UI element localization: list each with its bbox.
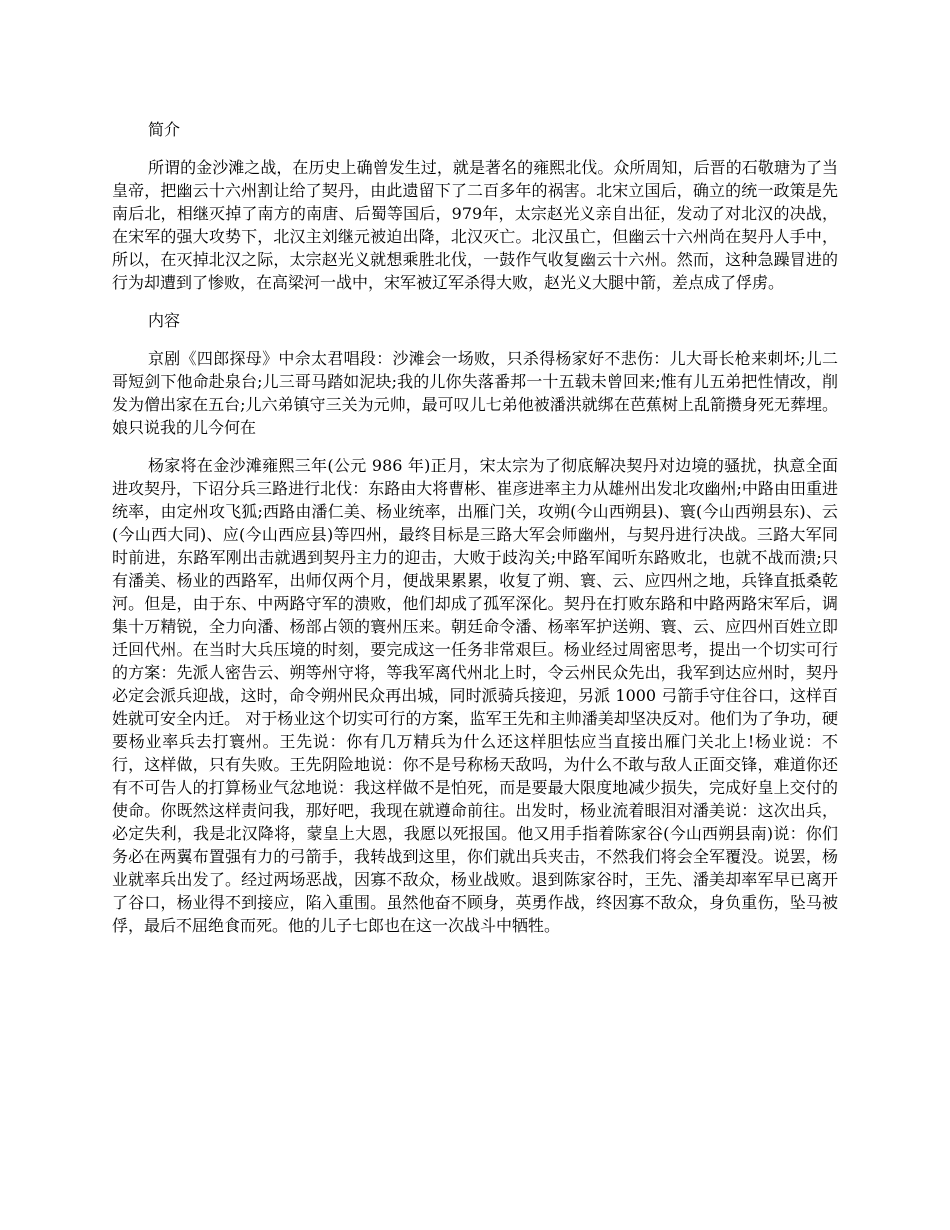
intro-paragraph: 所谓的金沙滩之战，在历史上确曾发生过，就是著名的雍熙北伐。众所周知，后晋的石敬瑭为了当皇帝，把幽云十六州割让给了契丹，由此遗留下了二百多年的祸害。北宋立国后，确立的统一政策是先南后北，相继灭掉了南方的南唐、后蜀等国后，979年，太宗赵光义亲自出征，发动了对北汉的决战，在宋军的强大攻势下，北汉主刘继元被迫出降，北汉灭亡。北汉虽亡，但幽云十六州尚在契丹人手中，所以，在灭掉北汉之际，太宗赵光义就想乘胜北伐，一鼓作气收复幽云十六州。然而，这种急躁冒进的行为却遭到了惨败，在高梁河一战中，宋军被辽军杀得大败，赵光义大腿中箭，差点成了俘虏。: [112, 158, 838, 292]
content-paragraph-history: 杨家将在金沙滩雍熙三年(公元 986 年)正月，宋太宗为了彻底解决契丹对边境的骚扰，执意全面进攻契丹，下诏分兵三路进行北伐：东路由大将曹彬、崔彦进率主力从雄州出发北攻幽州;中路由田重进统率，由定州攻飞狐;西路由潘仁美、杨业统率，出雁门关，攻朔(今山西朔县)、寰(今山西朔县东)、云(今山西大同)、应(今山西应县)等四州，最终目标是三路大军会师幽州，与契丹进行决战。三路大军同时前进，东路军刚出击就遇到契丹主力的迎击，大败于歧沟关;中路军闻听东路败北，也就不战而溃;只有潘美、杨业的西路军，出师仅两个月，便战果累累，收复了朔、寰、云、应四州之地，兵锋直抵桑乾河。但是，由于东、中两路守军的溃败，他们却成了孤军深化。契丹在打败东路和中路两路宋军后，调集十万精锐，全力向潘、杨部占领的寰州压来。朝廷命令潘、杨率军护送朔、寰、云、应四州百姓立即迁回代州。在当时大兵压境的时刻，要完成这一任务非常艰巨。杨业经过周密思考，提出一个切实可行的方案：先派人密告云、朔等州守将，等我军离代州北上时，令云州民众先出，我军到达应州时，契丹必定会派兵迎战，这时，命令朔州民众再出城，同时派骑兵接迎，另派 1000 弓箭手守住谷口，这样百姓就可安全内迁。 对于杨业这个切实可行的方案，监军王先和主帅潘美却坚决反对。他们为了争功，硬要杨业率兵去打寰州。王先说：你有几万精兵为什么还这样胆怯应当直接出雁门关北上!杨业说：不行，这样做，只有失败。王先阴险地说：你不是号称杨天敌吗，为什么不敢与敌人正面交锋，难道你还有不可告人的打算杨业气忿地说：我这样做不是怕死，而是要最大限度地减少损失，完成好皇上交付的使命。你既然这样责问我，那好吧，我现在就遵命前往。出发时，杨业流着眼泪对潘美说：这次出兵，必定失利，我是北汉降将，蒙皇上大恩，我愿以死报国。他又用手指着陈家谷(今山西朔县南)说：你们务必在两翼布置强有力的弓箭手，我转战到这里，你们就出兵夹击，不然我们将会全军覆没。说罢，杨业就率兵出发了。经过两场恶战，因寡不敌众，杨业战败。退到陈家谷时，王先、潘美却率军早已离开了谷口，杨业得不到接应，陷入重围。虽然他奋不顾身，英勇作战，终因寡不敌众，身负重伤，坠马被俘，最后不屈绝食而死。他的儿子七郎也在这一次战斗中牺牲。: [112, 456, 838, 935]
content-heading: 内容: [148, 311, 181, 330]
document-page: [112, 118, 838, 952]
content-paragraph-opera: 京剧《四郎探母》中佘太君唱段：沙滩会一场败，只杀得杨家好不悲伤：儿大哥长枪来刺坏;儿二哥短剑下他命赴泉台;儿三哥马踏如泥块;我的儿你失落番邦一十五载未曾回来;惟有儿五弟把性情改，削发为僧出家在五台;儿六弟镇守三关为元帅，最可叹儿七弟他被潘洪就绑在芭蕉树上乱箭攒身死无葬埋。娘只说我的儿今何在: [112, 349, 838, 437]
intro-heading: 简介: [148, 120, 181, 139]
